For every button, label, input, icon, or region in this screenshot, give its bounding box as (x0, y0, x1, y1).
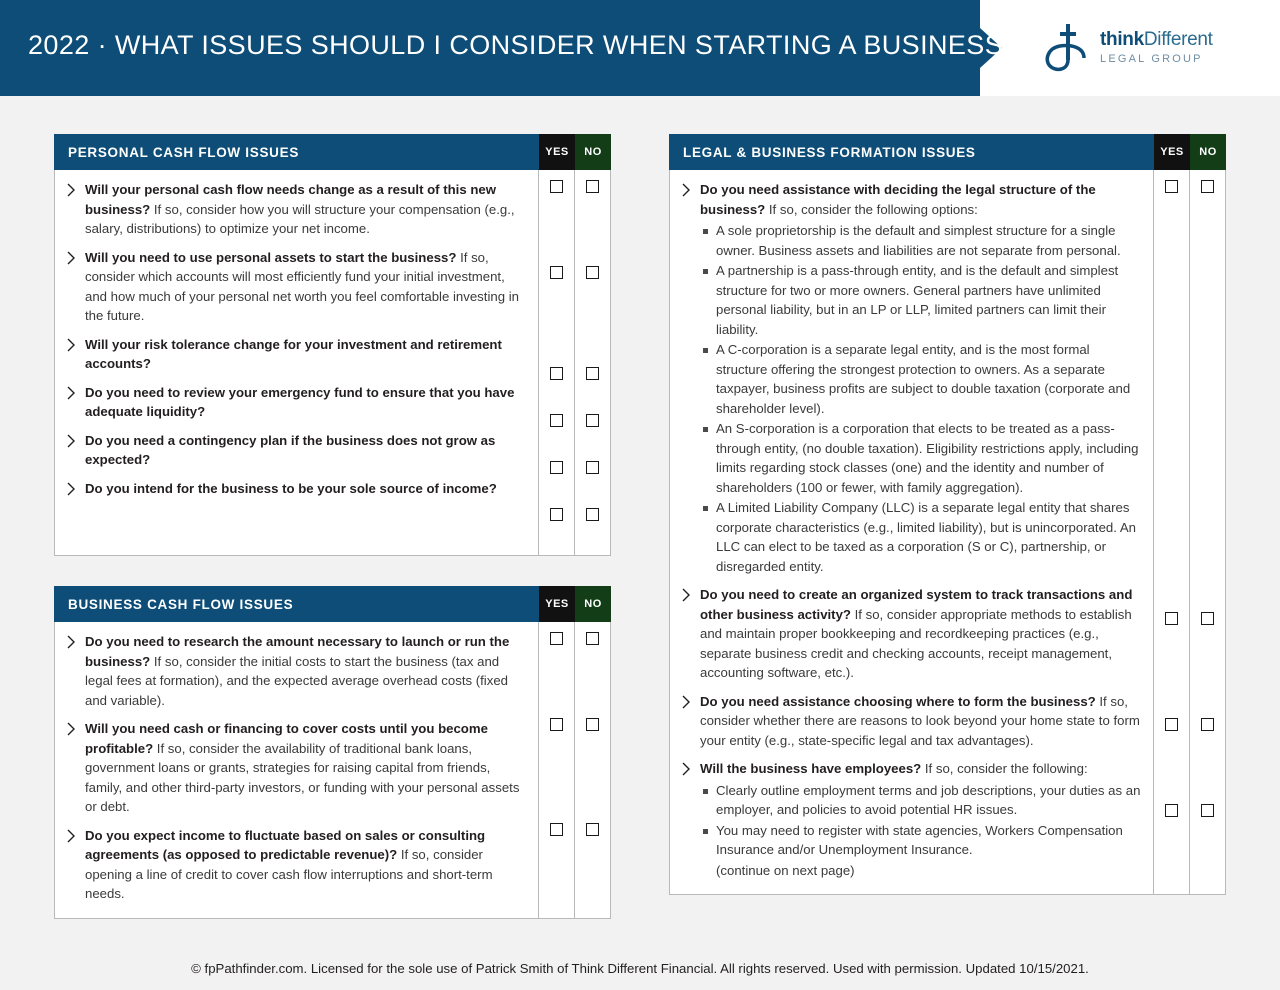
logo-subtitle: LEGAL GROUP (1100, 53, 1203, 65)
checklist-body (0, 96, 1280, 949)
question-detail: If so, consider the availability of traditional bank loans, government loans or grants, strategies for raising capital from friends, family, and other third-party investors, or funding with your personal assets or debt. (85, 740, 520, 814)
question-text: Do you need to research the amount necessary to launch or run the business? (85, 634, 510, 669)
yes-checkbox-column (538, 622, 574, 918)
checkbox-yes[interactable] (550, 508, 563, 521)
question-text: Do you need assistance with deciding the legal structure of the business? (700, 182, 1096, 217)
arrow-icon (67, 386, 76, 400)
column-header-yes: YES (539, 134, 575, 170)
arrow-icon (67, 251, 76, 265)
yes-checkbox-column (1153, 170, 1189, 894)
checkbox-no[interactable] (1201, 718, 1214, 731)
checkbox-no[interactable] (1201, 612, 1214, 625)
arrow-icon (67, 338, 76, 352)
question-text: Do you expect income to fluctuate based on sales or consulting agreements (as opposed to predictable revenue)? (85, 827, 486, 862)
yes-checkbox-column (538, 170, 574, 555)
page-header (0, 0, 1280, 96)
continue-note: (continue on next page) (716, 862, 855, 878)
question-text: Will the business have employees? (700, 761, 922, 776)
question-detail: If so, consider which accounts will most efficiently fund your initial investment, and how much of your personal net worth you feel comfortable investing in the future. (85, 249, 519, 323)
question-text: Do you need a contingency plan if the business does not grow as expected? (85, 432, 496, 467)
question-text: Will you need cash or financing to cover costs until you become profitable? (85, 721, 488, 756)
question-detail: If so, consider appropriate methods to establish and maintain proper bookkeeping and recordkeeping practices (e.g., separate business credit and checking accounts, receipt management, accounting software, etc.). (700, 606, 1132, 680)
logo-different-text: Different (1143, 29, 1213, 50)
column-header-yes: YES (1154, 134, 1190, 170)
checkbox-no[interactable] (586, 632, 599, 645)
logo-wordmark (1100, 29, 1213, 65)
question-list (670, 170, 1153, 894)
logo-think-text: think (1100, 29, 1144, 50)
question-item (682, 585, 1141, 683)
section-body (669, 170, 1226, 895)
checkbox-yes[interactable] (550, 180, 563, 193)
list-item: You may need to register with state agencies, Workers Compensation Insurance and/or Unemployment Insurance. (702, 821, 1141, 860)
section-title: BUSINESS CASH FLOW ISSUES (68, 596, 294, 612)
brand-logo (1038, 20, 1238, 78)
question-item (67, 719, 526, 817)
arrow-icon (67, 829, 76, 843)
checkbox-yes[interactable] (1165, 804, 1178, 817)
list-item: An S-corporation is a corporation that elects to be treated as a pass-through entity, (no double taxation). Eligibility restrictions apply, including limits regarding stock classes (one) and the identity and number of shareholders (100 or fewer, with family aggregation). (702, 419, 1141, 497)
checkbox-yes[interactable] (550, 632, 563, 645)
section-header (54, 586, 611, 622)
arrow-icon (67, 183, 76, 197)
arrow-icon (682, 762, 691, 776)
checkbox-no[interactable] (586, 718, 599, 731)
question-detail: If so, consider opening a line of credit to cover cash flow interruptions and short-term needs. (85, 847, 493, 901)
checkbox-no[interactable] (586, 461, 599, 474)
section-header (669, 134, 1226, 170)
question-detail: If so, consider the following options: (765, 201, 978, 217)
checkbox-yes[interactable] (1165, 180, 1178, 193)
question-list (55, 170, 538, 555)
list-item: A C-corporation is a separate legal entity, and is the most formal structure offering the strongest protection to owners. As a separate taxpayer, business profits are subject to double taxation (corporate and shareholder level). (702, 340, 1141, 418)
section-body (54, 622, 611, 919)
arrow-icon (682, 588, 691, 602)
arrow-icon (67, 482, 76, 496)
question-text: Do you need assistance choosing where to form the business? (700, 693, 1096, 709)
left-column (54, 134, 611, 949)
question-text: Will you need to use personal assets to start the business? (85, 249, 457, 265)
section-header (54, 134, 611, 170)
no-checkbox-column (1189, 170, 1225, 894)
checkbox-yes[interactable] (550, 718, 563, 731)
column-header-no: NO (575, 134, 611, 170)
question-item (67, 479, 526, 499)
logo-mark-icon (1038, 20, 1096, 76)
right-column (669, 134, 1226, 949)
no-checkbox-column (574, 170, 610, 555)
section-business-cash-flow (54, 586, 611, 919)
column-header-yes: YES (539, 586, 575, 622)
section-body (54, 170, 611, 556)
question-item (67, 180, 526, 239)
question-item (682, 759, 1141, 880)
question-item (67, 248, 526, 326)
column-header-no: NO (575, 586, 611, 622)
question-text: Do you need to review your emergency fund to ensure that you have adequate liquidity? (85, 384, 515, 419)
checkbox-yes[interactable] (550, 461, 563, 474)
sub-bullet-list (700, 781, 1141, 860)
list-item: Clearly outline employment terms and job descriptions, your duties as an employer, and policies to avoid potential HR issues. (702, 781, 1141, 820)
no-checkbox-column (574, 622, 610, 918)
checkbox-no[interactable] (1201, 804, 1214, 817)
question-detail: If so, consider the following: (921, 761, 1088, 776)
question-text: Will your risk tolerance change for your investment and retirement accounts? (85, 336, 502, 371)
question-list (55, 622, 538, 918)
checkbox-no[interactable] (586, 266, 599, 279)
list-item: A partnership is a pass-through entity, and is the default and simplest structure for two or more owners. General partners have unlimited personal liability, but in an LP or LLP, limited partners can limit their liability. (702, 261, 1141, 339)
arrow-icon (67, 434, 76, 448)
question-item (67, 826, 526, 904)
checkbox-no[interactable] (1201, 180, 1214, 193)
checkbox-yes[interactable] (1165, 612, 1178, 625)
checkbox-yes[interactable] (550, 414, 563, 427)
question-text: Will your personal cash flow needs change as a result of this new business? (85, 182, 496, 217)
question-item (67, 335, 526, 374)
section-title: LEGAL & BUSINESS FORMATION ISSUES (683, 144, 976, 160)
page-footer: © fpPathfinder.com. Licensed for the sole use of Patrick Smith of Think Different Financial. All rights reserved. Used with permission. Updated 10/15/2021. (191, 961, 1089, 976)
question-item (682, 180, 1141, 576)
checkbox-yes[interactable] (550, 266, 563, 279)
checkbox-yes[interactable] (550, 367, 563, 380)
question-item (67, 431, 526, 470)
question-item (67, 383, 526, 422)
checkbox-no[interactable] (586, 823, 599, 836)
checkbox-no[interactable] (586, 414, 599, 427)
question-detail: If so, consider the initial costs to start the business (tax and legal fees at formation), and the expected average overhead costs (fixed and variable). (85, 653, 508, 708)
arrow-icon (67, 722, 76, 736)
arrow-icon (67, 635, 76, 649)
checkbox-no[interactable] (586, 180, 599, 193)
question-text: Do you intend for the business to be your sole source of income? (85, 480, 497, 496)
question-text: Do you need to create an organized system to track transactions and other business activity? (700, 587, 1133, 622)
section-title: PERSONAL CASH FLOW ISSUES (68, 144, 300, 160)
column-header-no: NO (1190, 134, 1226, 170)
list-item: A Limited Liability Company (LLC) is a separate legal entity that shares corporate characteristics (e.g., limited liability), but is unincorporated. An LLC can elect to be taxed as a corporation (S or C), partnership, or disregarded entity. (702, 498, 1141, 576)
checkbox-no[interactable] (586, 367, 599, 380)
section-personal-cash-flow (54, 134, 611, 556)
question-detail: If so, consider how you will structure your compensation (e.g., salary, distributions) to optimize your net income. (85, 201, 515, 236)
question-item (682, 692, 1141, 751)
checkbox-yes[interactable] (550, 823, 563, 836)
checkbox-yes[interactable] (1165, 718, 1178, 731)
checkbox-no[interactable] (586, 508, 599, 521)
sub-bullet-list (700, 221, 1141, 576)
section-legal-business-formation (669, 134, 1226, 895)
question-item (67, 632, 526, 710)
page-title: 2022 · WHAT ISSUES SHOULD I CONSIDER WHEN STARTING A BUSINESS? (28, 30, 1019, 60)
arrow-icon (682, 183, 691, 197)
list-item: A sole proprietorship is the default and simplest structure for a single owner. Business assets and liabilities are not separate from personal. (702, 221, 1141, 260)
question-detail: If so, consider whether there are reasons to look beyond your home state to form your entity (e.g., state-specific legal and tax advantages). (700, 693, 1140, 748)
arrow-icon (682, 695, 691, 709)
